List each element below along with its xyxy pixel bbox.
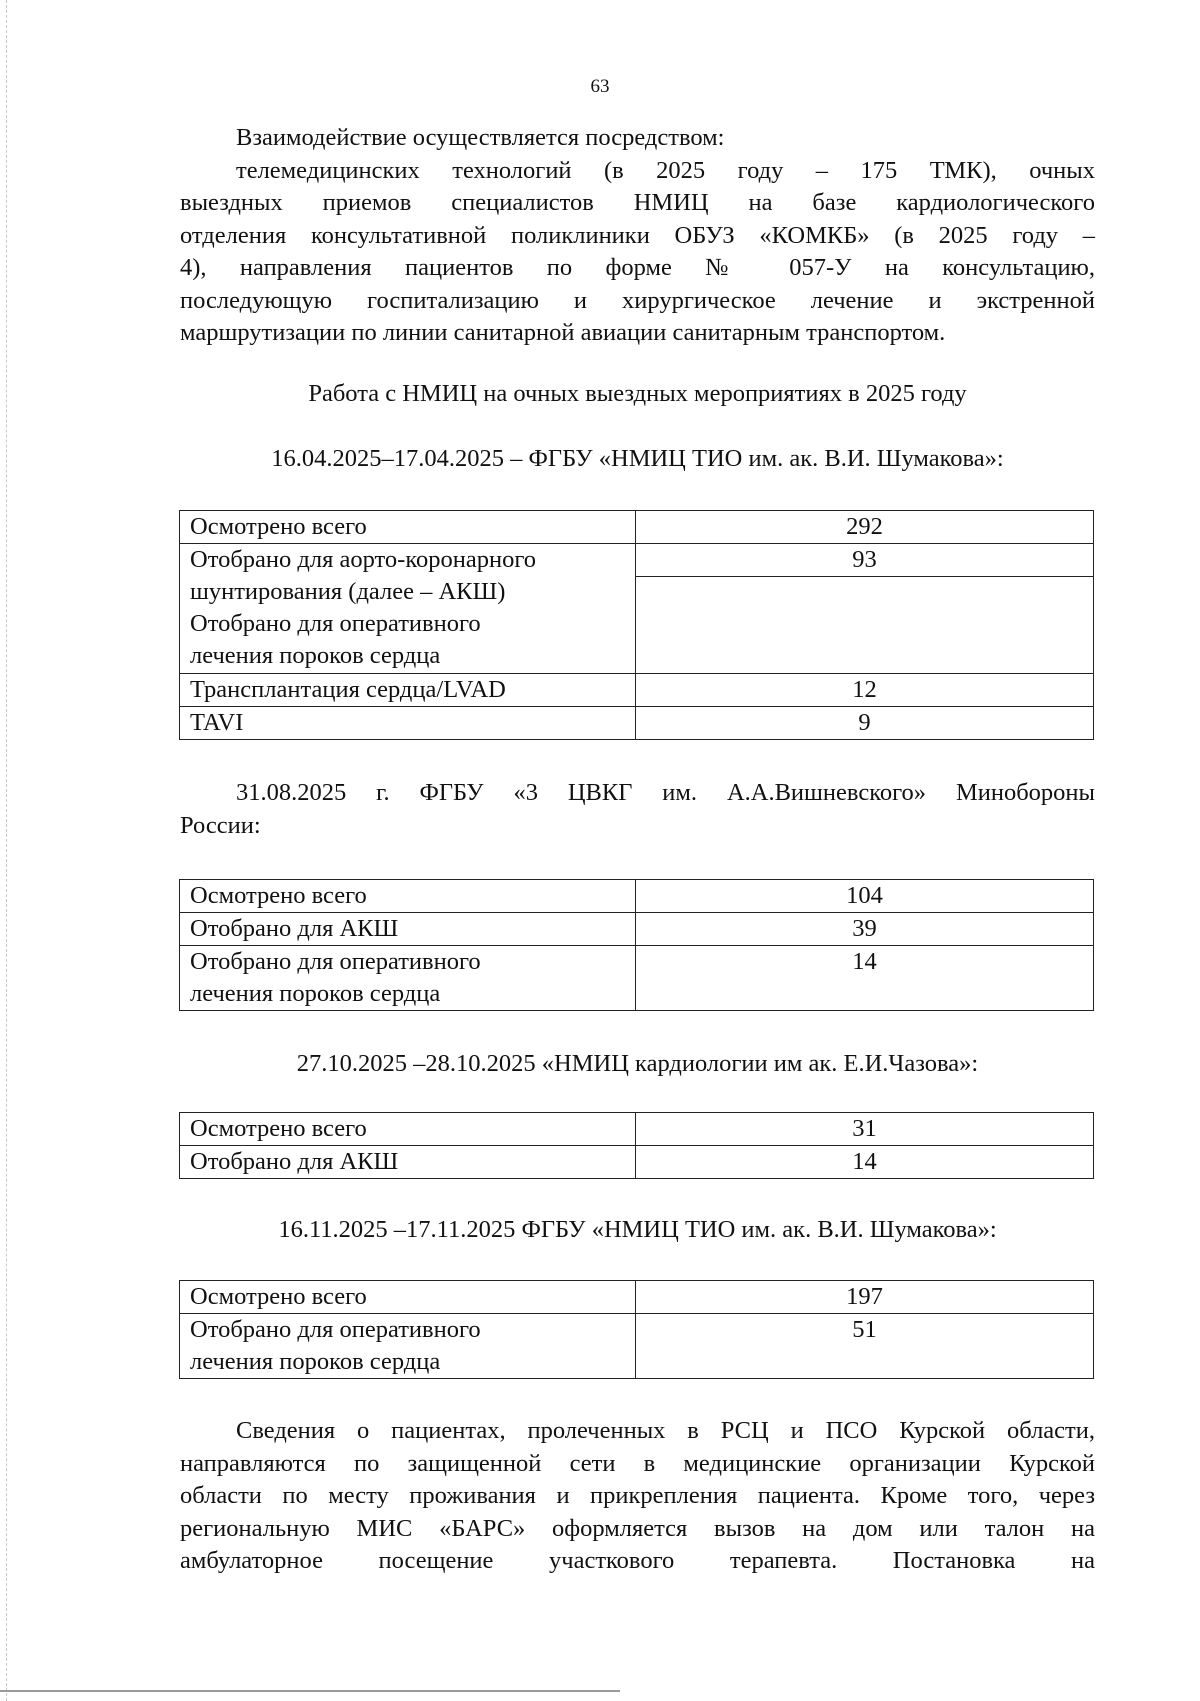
row-value: 51: [636, 1314, 1094, 1379]
intro-paragraph-line: 4), направления пациентов по форме № 057-У на консультацию,: [180, 254, 1095, 281]
row-label-line: лечения пороков сердца: [190, 1348, 441, 1375]
row-value: 31: [636, 1113, 1094, 1146]
event1-heading: 16.04.2025–17.04.2025 – ФГБУ «НМИЦ ТИО им. ак. В.И. Шумакова»:: [271, 445, 1004, 472]
row-value: [636, 577, 1094, 674]
closing-line: направляются по защищенной сети в медицинские организации Курской: [180, 1449, 1095, 1477]
row-label-line: лечения пороков сердца: [190, 642, 441, 669]
row-label: Трансплантация сердца/LVAD: [180, 674, 636, 707]
row-label-line: шунтирования (далее – АКШ): [190, 578, 506, 605]
row-label-line: Отобрано для оперативного: [190, 1316, 481, 1343]
row-label-line: Отобрано для оперативного: [190, 948, 481, 975]
scan-left-edge: [6, 0, 7, 1701]
row-label: Отобрано для АКШ: [180, 913, 636, 946]
intro-paragraph-line: маршрутизации по линии санитарной авиации санитарным транспортом.: [180, 319, 946, 346]
row-label-line: Отобрано для аорто-коронарного: [190, 546, 537, 573]
table-row: [180, 1113, 1094, 1146]
event2-heading-line: 31.08.2025 г. ФГБУ «3 ЦВКГ им. А.А.Вишневского» Минобороны: [236, 779, 1095, 806]
section-title: Работа с НМИЦ на очных выездных мероприятиях в 2025 году: [308, 380, 967, 407]
row-label: Осмотрено всего: [180, 1281, 636, 1314]
row-value: 14: [636, 946, 1094, 1011]
closing-paragraph: [180, 1415, 1095, 1578]
row-label: [180, 1314, 636, 1379]
row-label: Осмотрено всего: [180, 1113, 636, 1146]
intro-paragraph-line: телемедицинских технологий (в 2025 году – 175 ТМК), очных: [236, 156, 1095, 184]
row-value: 39: [636, 913, 1094, 946]
row-value: 12: [636, 674, 1094, 707]
row-value: 93: [636, 544, 1094, 577]
event3-heading: 27.10.2025 –28.10.2025 «НМИЦ кардиологии им ак. Е.И.Чазова»:: [296, 1050, 979, 1077]
table-row: [180, 674, 1094, 707]
row-value: 104: [636, 880, 1094, 913]
row-value: 292: [636, 511, 1094, 544]
intro-paragraph-line: выездных приемов специалистов НМИЦ на базе кардиологического: [180, 189, 1095, 216]
intro-block: [180, 122, 1095, 350]
row-value: 14: [636, 1146, 1094, 1179]
event2-heading-line: России:: [180, 811, 261, 839]
event4-table: [179, 1280, 1094, 1379]
table-row: [180, 544, 1094, 577]
table-row: [180, 707, 1094, 740]
row-value: 9: [636, 707, 1094, 740]
row-label: Осмотрено всего: [180, 880, 636, 913]
table-row: [180, 1314, 1094, 1379]
table-row: [180, 880, 1094, 913]
row-label: Отобрано для АКШ: [180, 1146, 636, 1179]
event2-table: [179, 879, 1094, 1011]
closing-line: Сведения о пациентах, пролеченных в РСЦ и ПСО Курской области,: [236, 1417, 1095, 1444]
table-row: [180, 946, 1094, 1011]
row-label: [180, 946, 636, 1011]
page-number: 63: [590, 76, 610, 97]
intro-paragraph-line: отделения консультативной поликлиники ОБУЗ «КОМКБ» (в 2025 году –: [180, 221, 1095, 249]
event2-heading: [180, 777, 1095, 842]
closing-line: амбулаторное посещение участкового терапевта. Постановка на: [180, 1547, 1095, 1574]
row-label-line: лечения пороков сердца: [190, 980, 441, 1007]
table-row: [180, 1146, 1094, 1179]
row-label: Осмотрено всего: [180, 511, 636, 544]
intro-line: Взаимодействие осуществляется посредством:: [236, 124, 725, 151]
row-label-line: Отобрано для оперативного: [190, 610, 481, 637]
row-label: [180, 544, 636, 674]
scan-bottom-edge: [0, 1690, 620, 1692]
closing-line: региональную МИС «БАРС» оформляется вызов на дом или талон на: [180, 1514, 1095, 1542]
intro-paragraph-line: последующую госпитализацию и хирургическое лечение и экстренной: [180, 286, 1095, 314]
row-label: TAVI: [180, 707, 636, 740]
table-row: [180, 511, 1094, 544]
table-row: [180, 913, 1094, 946]
event3-table: [179, 1112, 1094, 1179]
event4-heading: 16.11.2025 –17.11.2025 ФГБУ «НМИЦ ТИО им. ак. В.И. Шумакова»:: [278, 1216, 997, 1243]
row-value: 197: [636, 1281, 1094, 1314]
event1-table: [179, 510, 1094, 740]
table-row: [180, 1281, 1094, 1314]
closing-line: области по месту проживания и прикрепления пациента. Кроме того, через: [180, 1482, 1095, 1509]
